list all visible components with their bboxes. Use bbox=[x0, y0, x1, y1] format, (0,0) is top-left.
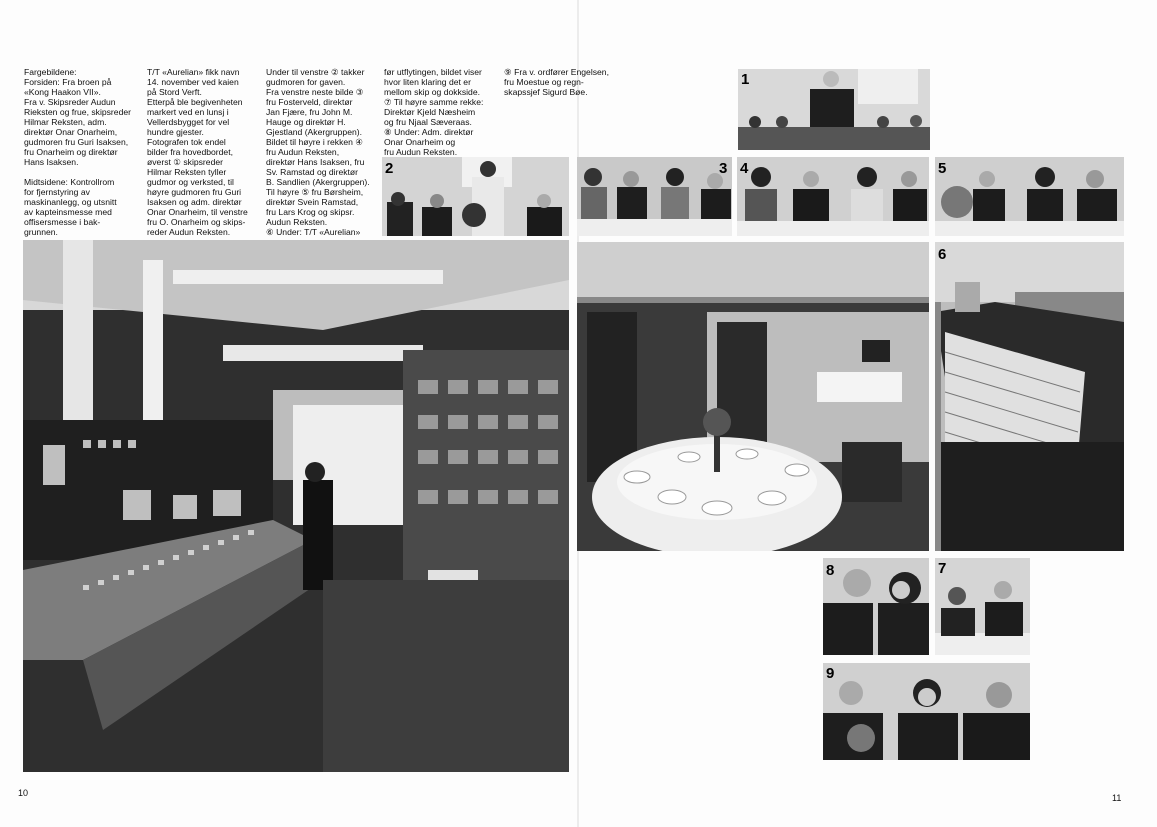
photo-1-label: 1 bbox=[741, 71, 750, 88]
photo-4-label: 4 bbox=[740, 160, 749, 177]
officers-mess-photo bbox=[577, 242, 929, 551]
photo-1-speech bbox=[738, 69, 930, 150]
caption-column-1: Fargebildene: Forsiden: Fra broen på «Kong Haakon VII». Fra v. Skipsreder Audun Rieksten og frue, skipsreder Hilmar Reksten, adm. direktør Onar Onarheim, gudmoren fru Guri Isaksen, fru Onarheim og direktør Hans Isaksen. Midtsidene: Kontrollrom for fjernstyring av maskinanlegg, og utsnitt av kapteinsmesse med offisersmesse i bak- grunnen. bbox=[24, 67, 131, 237]
photo-6-label: 6 bbox=[938, 246, 947, 263]
control-room-photo bbox=[23, 240, 569, 772]
photo-7-label: 7 bbox=[938, 560, 947, 577]
caption-column-5: ⑨ Fra v. ordfører Engelsen, fru Moestue og regn- skapssjef Sigurd Bøe. bbox=[504, 67, 609, 97]
photo-5-label: 5 bbox=[938, 160, 947, 177]
photo-2-label: 2 bbox=[385, 160, 394, 177]
photo-8-onarheim bbox=[823, 558, 929, 655]
photo-9-label: 9 bbox=[826, 665, 835, 682]
photo-2-godmother-thanks bbox=[382, 157, 569, 236]
photo-6-ship-dock bbox=[935, 242, 1124, 551]
page-number-right: 11 bbox=[1112, 793, 1122, 803]
photo-9-engelsen bbox=[823, 663, 1030, 760]
photo-3-label: 3 bbox=[719, 160, 728, 177]
photo-5-table-guests bbox=[935, 157, 1124, 236]
photo-7-naesheim bbox=[935, 558, 1030, 655]
page-number-left: 10 bbox=[18, 788, 29, 798]
photo-8-label: 8 bbox=[826, 562, 835, 579]
photo-3-table-guests bbox=[577, 157, 732, 236]
photo-4-table-guests bbox=[737, 157, 929, 236]
caption-column-2: T/T «Aurelian» fikk navn 14. november ved kaien på Stord Verft. Etterpå ble begivenheten markert ved en lunsj i Vellerdsbygget for vel hundre gjester. Fotografen tok endel bilder fra hovedbordet, øverst ① skipsreder Hilmar Reksten tyller gudmor og verksted, til høyre gudmoren fru Guri Isaksen og adm. direktør Onar Onarheim, til venstre fru O. Onarheim og skips- reder Audun Reksten. bbox=[147, 67, 248, 237]
caption-column-4: før utflytingen, bildet viser hvor liten klaring det er mellom skip og dokkside. ⑦ Til høyre samme rekke: Direktør Kjeld Næsheim og fru Njaal Sæveraas. ⑧ Under: Adm. direktør Onar Onarheim og fru Audun Reksten. bbox=[384, 67, 484, 157]
caption-column-3: Under til venstre ② takker gudmoren for gaven. Fra venstre neste bilde ③ fru Fosterveld, direktør Jan Fjære, fru John M. Hauge og direktør H. Gjestland (Akergruppen). Bildet til høyre i rekken ④ fru Audun Reksten, direktør Hans Isaksen, fru Sv. Ramstad og direktør B. Sandlien (Akergruppen). Til høyre ⑤ fru Børsheim, direktør Svein Ramstad, fru Lars Krog og skipsr. Audun Reksten. ⑥ Under: T/T «Aurelian» bbox=[266, 67, 370, 237]
